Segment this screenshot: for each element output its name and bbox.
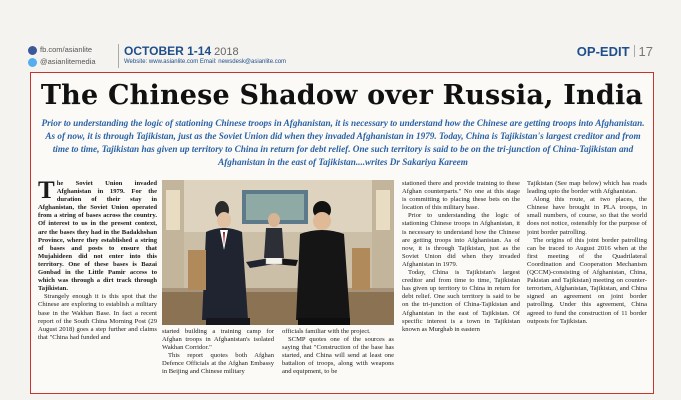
twitter-handle[interactable]: @asianlitemedia xyxy=(40,57,96,66)
header-divider xyxy=(118,44,119,68)
paragraph: Prior to understanding the logic of stationing Chinese troops in Afghanistan, it is necessary to understand how the Chinese are getting troops into Afghanistan. As of now, it is through Tajikistan, just as the Soviet Union did when they invaded Afghanistan in 1979. xyxy=(402,212,520,268)
paragraph: SCMP quotes one of the sources as saying that "Construction of the base has started, and China will send at least one battalion of troops, along with weapons and equipment, to be xyxy=(282,336,394,376)
page-header xyxy=(28,44,653,70)
social-links xyxy=(28,44,96,68)
paragraph: Along this route, at two places, the Chinese have brought in PLA troops, in small numbers, of course, so that the world does not notice, ostensibly for the purpose of joint border patrolling. xyxy=(527,196,647,236)
column-3 xyxy=(282,328,394,392)
column-4 xyxy=(402,180,520,392)
section-name: OP-EDIT xyxy=(576,44,630,59)
paragraph: officials familiar with the project. xyxy=(282,328,371,335)
facebook-handle[interactable]: fb.com/asianlite xyxy=(40,45,93,54)
lead-paragraph: he Soviet Union invaded Afghanistan in 1979. For the duration of their stay in Afghanistan, the Soviet Union operated from a string of bases across the country. Of interest to us in the present context, are the bases they had in the Badakhshan Province, where they established a string of bases and posts to ensure that Mujahideen did not enter into this territory. One of these bases is Bazai Gonbad in the Little Pamir access to which was through a dirt track through Tajikistan. xyxy=(38,180,157,293)
paragraph: Strangely enough it is this spot that the Chinese are exploring to establish a military base in the Wakhan Base. In fact a recent report of the South China Morning Post (29 August 2018) goes a step further and claims that "China had funded and xyxy=(38,293,157,341)
paragraph: Tajikistan (See map below) which has roads leading upto the border with Afghanistan. xyxy=(527,180,647,196)
issue-date-range: OCTOBER 1-14 xyxy=(124,44,212,58)
page-number: 17 xyxy=(638,44,653,59)
column-2 xyxy=(162,328,274,392)
twitter-icon xyxy=(28,58,37,67)
article-photo xyxy=(162,180,394,325)
section-label xyxy=(577,44,653,59)
website-line: Website: www.asianlite.com Email: newsdesk@asianlite.com xyxy=(124,59,287,65)
paragraph: Today, China is Tajikistan's largest creditor and from time to time, Tajikistan has given up territory to China in return for debt relief. One such territory is said to be on the tri-junction of China-Tajikistan and Afghanistan in the east of Tajikistan. Of specific interest is a town in Tajikistan known as Murghab in eastern xyxy=(402,269,520,333)
paragraph: This report quotes both Afghan Defence Officials at the Afghan Embassy in Beijing and Chinese military xyxy=(162,352,274,376)
column-5 xyxy=(527,180,647,392)
headline: The Chinese Shadow over Russia, India xyxy=(40,80,644,111)
column-1 xyxy=(38,180,157,392)
article-frame xyxy=(30,72,654,394)
paragraph: stationed there and provide training to these Afghan counterparts." No one at this stage is committing to placing these bets on the location of this military base. xyxy=(402,180,520,212)
issue-year: 2018 xyxy=(214,46,239,58)
standfirst: Prior to understanding the logic of stationing Chinese troops in Afghanistan, it is necessary to understand how the Chinese are getting troops into Afghanistan. As of now, it is through Tajikistan, just as the Soviet Union did when they invaded Afghanistan in 1979. Today, China is Tajikistan's largest creditor and from time to time, Tajikistan has given up territory to China in return for debt relief. One such territory is said to be on the tri-junction of China-Tajikistan and Afghanistan in the east of Tajikistan....writes Dr Sakariya Kareem xyxy=(41,118,645,167)
paragraph: started building a training camp for Afghan troops in Afghanistan's isolated Wakhan Corridor." xyxy=(162,328,274,352)
drop-cap: T xyxy=(38,180,55,204)
paragraph: The origins of this joint border patrolling can be traced to August 2016 when at the first meeting of the Quadrilateral Coordination and Cooperation Mechanism (QCCM)-consisting of Afghanistan, China, Pakistan and Tajikistan) meeting on counter-terrorism, Afghanistan, Tajikistan, and China signed an agreement on joint border patrolling. Under this agreement, China agreed to fund the construction of 11 border outposts for Tajikistan. xyxy=(527,236,647,325)
issue-date xyxy=(124,42,239,60)
facebook-icon xyxy=(28,46,37,55)
